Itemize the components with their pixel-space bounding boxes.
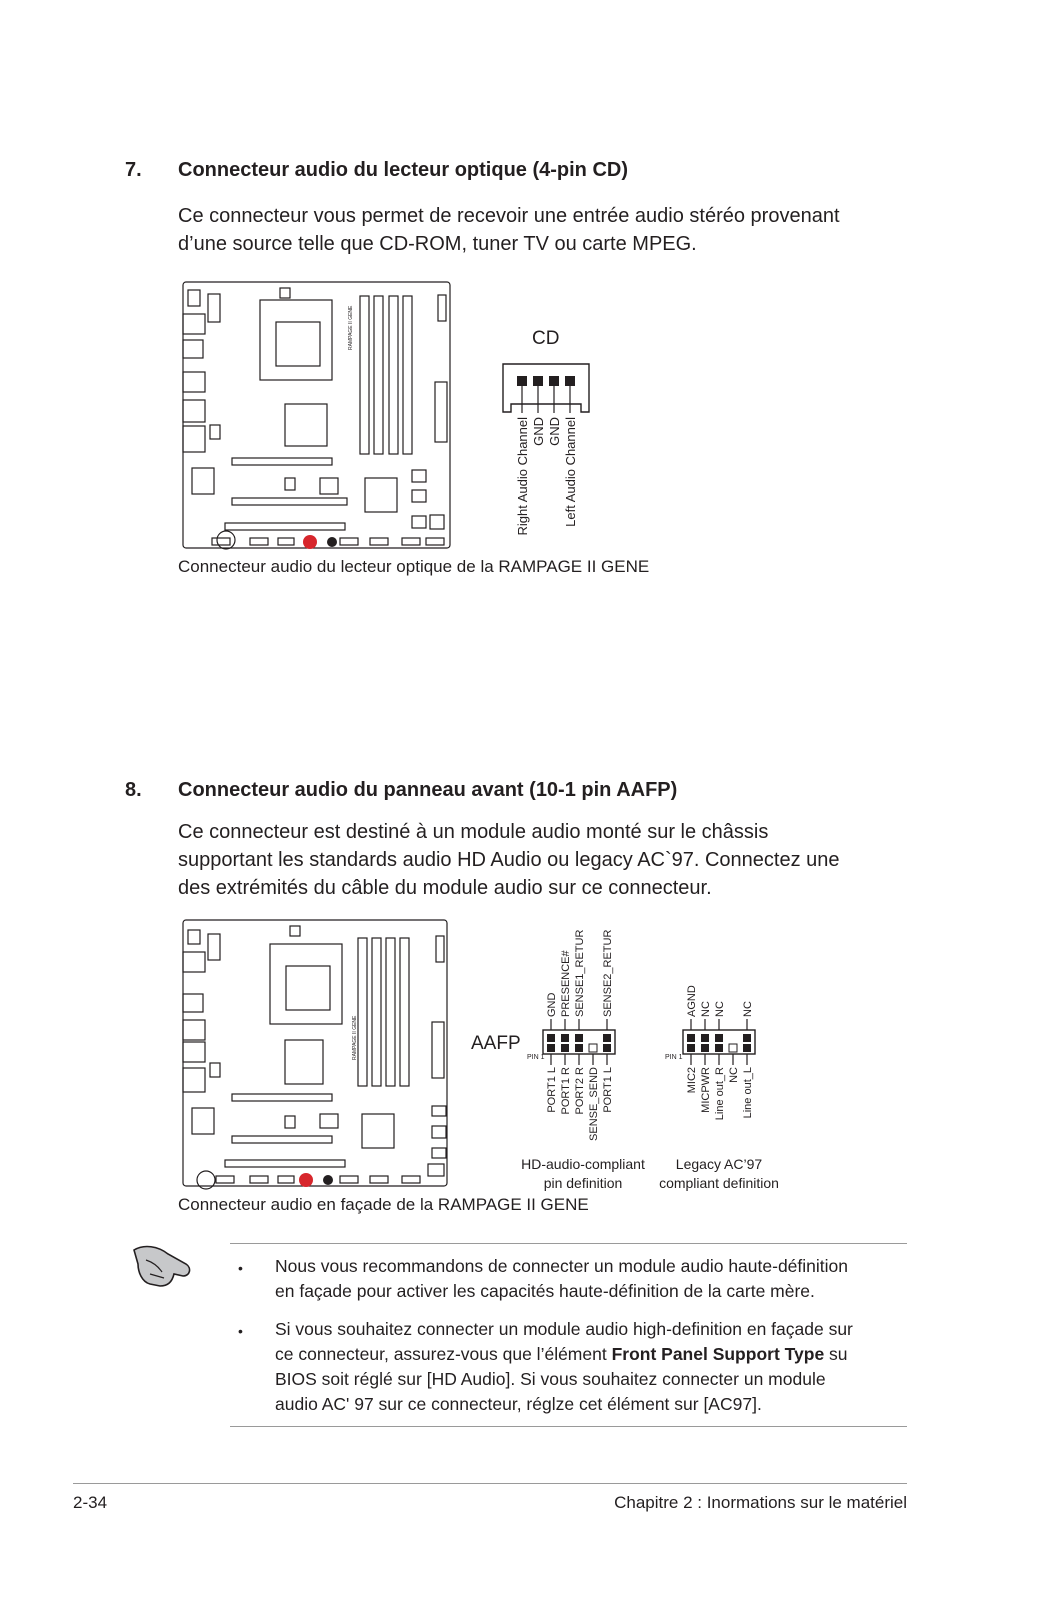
section-8-paragraph bbox=[178, 818, 840, 902]
note-text-span: su bbox=[824, 1344, 848, 1364]
ac97-bottom-pin-label: MIC2 bbox=[686, 1067, 698, 1094]
hd-bottom-pin-label: SENSE_SEND bbox=[588, 1067, 600, 1141]
hd-top-pin-label: PRESENCE# bbox=[560, 950, 572, 1017]
board-model-label: RAMPAGE II GENE bbox=[348, 305, 354, 350]
page-number: 2-34 bbox=[73, 1493, 108, 1512]
figure-caption-aafp: Connecteur audio en façade de la RAMPAGE II GENE bbox=[178, 1195, 589, 1214]
pointing-hand-icon bbox=[128, 1238, 198, 1294]
chapter-title: Chapitre 2 : Inormations sur le matériel bbox=[614, 1493, 907, 1512]
pin1-label: PIN 1 bbox=[527, 1054, 545, 1061]
section-7-paragraph bbox=[178, 202, 840, 258]
motherboard-diagram-cd bbox=[180, 280, 455, 552]
aafp-connector-diagram bbox=[465, 920, 795, 1191]
hd-top-pin-label: GND bbox=[546, 992, 558, 1017]
ac97-top-pin-label: NC bbox=[714, 1001, 726, 1017]
figure-caption-cd: Connecteur audio du lecteur optique de la RAMPAGE II GENE bbox=[178, 557, 650, 576]
cd-connector-label: CD bbox=[532, 328, 560, 349]
paragraph-line: supportant les standards audio HD Audio ou legacy AC`97. Connectez une bbox=[178, 849, 840, 871]
footer-rule bbox=[73, 1483, 907, 1484]
ac97-bottom-pin-label: Line out_L bbox=[742, 1067, 754, 1119]
ac97-top-pin-label: NC bbox=[742, 1001, 754, 1017]
note-line: Nous vous recommandons de connecter un module audio haute-définition bbox=[275, 1256, 848, 1276]
pin-label: Left Audio Channel bbox=[563, 417, 578, 527]
aafp-connector-label: AAFP bbox=[471, 1033, 521, 1054]
ac97-bottom-pin-label: MICPWR bbox=[700, 1067, 712, 1113]
pin-label: Right Audio Channel bbox=[515, 417, 530, 536]
hd-bottom-pin-label: PORT1 L bbox=[546, 1067, 558, 1113]
section-7-number: 7. bbox=[125, 159, 142, 181]
bios-option-name: Front Panel Support Type bbox=[611, 1344, 825, 1364]
pin1-label: PIN 1 bbox=[665, 1054, 683, 1061]
paragraph-line: Ce connecteur vous permet de recevoir une entrée audio stéréo provenant bbox=[178, 205, 840, 227]
hd-bottom-pin-label: PORT2 R bbox=[574, 1067, 586, 1115]
cd-connector-diagram bbox=[500, 320, 620, 550]
section-8-title: Connecteur audio du panneau avant (10-1 pin AAFP) bbox=[178, 779, 678, 801]
paragraph-line: des extrémités du câble du module audio sur ce connecteur. bbox=[178, 877, 712, 899]
note-bullet-2 bbox=[275, 1317, 853, 1417]
board-model-label: RAMPAGE II GENE bbox=[352, 1015, 358, 1060]
paragraph-line: Ce connecteur est destiné à un module audio monté sur le châssis bbox=[178, 821, 769, 843]
note-line: Si vous souhaitez connecter un module audio high-definition en façade sur bbox=[275, 1319, 853, 1339]
ac97-top-pin-label: AGND bbox=[686, 985, 698, 1017]
ac97-bottom-pin-label: Line out_R bbox=[714, 1067, 726, 1121]
motherboard-diagram-aafp bbox=[180, 918, 450, 1193]
ac97-caption-line: compliant definition bbox=[659, 1175, 779, 1191]
section-8-number: 8. bbox=[125, 779, 142, 801]
ac97-caption-line: Legacy AC’97 bbox=[675, 1156, 763, 1172]
bullet-marker: • bbox=[238, 1323, 243, 1339]
section-7-title: Connecteur audio du lecteur optique (4-pin CD) bbox=[178, 159, 628, 181]
note-bullet-1 bbox=[275, 1254, 848, 1304]
note-line bbox=[275, 1342, 853, 1367]
note-line: BIOS soit réglé sur [HD Audio]. Si vous souhaitez connecter un module bbox=[275, 1369, 826, 1389]
note-bottom-rule bbox=[230, 1426, 907, 1427]
hd-caption-line: pin definition bbox=[543, 1175, 623, 1191]
note-line: audio AC' 97 sur ce connecteur, réglze cet élément sur [AC97]. bbox=[275, 1394, 762, 1414]
hd-top-pin-label: SENSE2_RETUR bbox=[602, 929, 614, 1017]
paragraph-line: d’une source telle que CD-ROM, tuner TV ou carte MPEG. bbox=[178, 233, 697, 255]
note-top-rule bbox=[230, 1243, 907, 1244]
pin-label: GND bbox=[531, 417, 546, 446]
hd-bottom-pin-label: PORT1 L bbox=[602, 1067, 614, 1113]
hd-caption-line: HD-audio-compliant bbox=[521, 1156, 645, 1172]
ac97-bottom-pin-label: NC bbox=[728, 1067, 740, 1083]
hd-bottom-pin-label: PORT1 R bbox=[560, 1067, 572, 1115]
ac97-top-pin-label: NC bbox=[700, 1001, 712, 1017]
bullet-marker: • bbox=[238, 1260, 243, 1276]
pin-label: GND bbox=[547, 417, 562, 446]
hd-top-pin-label: SENSE1_RETUR bbox=[574, 929, 586, 1017]
note-text-span: ce connecteur, assurez-vous que l’élément bbox=[275, 1344, 612, 1364]
note-line: en façade pour activer les capacités haute-définition de la carte mère. bbox=[275, 1281, 815, 1301]
